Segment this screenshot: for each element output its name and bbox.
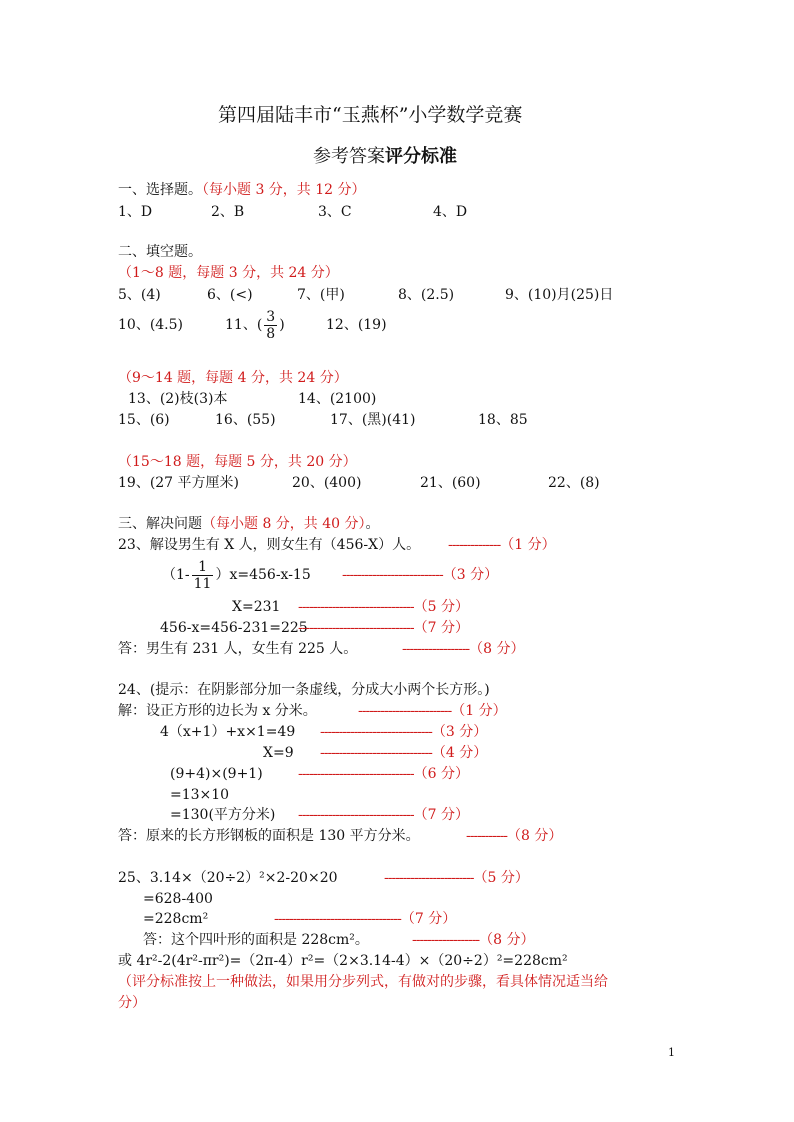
fraction-numerator: 1 (192, 559, 214, 576)
score-8pt: （8 分） (507, 828, 563, 844)
section2-score1: （1～8 题，每题 3 分，共 24 分） (118, 265, 339, 281)
dash-leader: ------------------------- (358, 703, 452, 719)
dash-leader: ------------------------------- (298, 620, 414, 636)
score-5pt: （5 分） (413, 599, 470, 615)
q25-alt-method: 或 4r²-2(4r²-πr²)=（2π-4）r²=（2×3.14-4）×（20÷2）²=228cm² (118, 953, 568, 969)
answer-7: 7、(甲) (297, 287, 345, 303)
dash-leader: --------------------------- (342, 567, 443, 583)
answer-21: 21、(60) (420, 475, 481, 491)
dash-leader: ------------------------------- (298, 599, 414, 615)
answer-11-prefix: 11、( (225, 317, 263, 333)
section1-heading (118, 181, 366, 199)
section3-score: （每小题 8 分，共 40 分） (202, 516, 366, 532)
q24-line1: 解：设正方形的边长为 x 分米。 (118, 703, 317, 719)
section3-title: 三、解决问题 (118, 516, 202, 532)
q24-line7-score (466, 827, 562, 845)
score-3pt: （3 分） (431, 724, 488, 740)
q25-line4: 答：这个四叶形的面积是 228cm²。 (143, 932, 369, 948)
dash-leader: -------------- (448, 537, 501, 553)
answer-11 (225, 305, 285, 345)
fraction-3-8 (264, 309, 277, 342)
score-3pt: （3 分） (442, 567, 499, 583)
answer-14: 14、(2100) (298, 391, 377, 407)
score-7pt: （7 分） (413, 807, 470, 823)
q23-line2 (162, 555, 311, 595)
score-4pt: （4 分） (431, 745, 488, 761)
score-5pt: （5 分） (473, 870, 529, 886)
q25-line3: =228cm² (143, 911, 209, 927)
q23-line2-suffix: ）x=456-x-15 (215, 567, 311, 583)
q25-line2: =628-400 (143, 891, 213, 907)
section1-title: 一、选择题。 (118, 182, 202, 198)
answer-10: 10、(4.5) (118, 317, 184, 333)
q24-line1-score (358, 702, 507, 720)
answer-13: 13、(2)枝(3)本 (128, 391, 228, 407)
section3-heading (118, 515, 380, 533)
answer-2: 2、B (211, 204, 245, 220)
dash-leader: ------------------------------ (320, 724, 432, 740)
dash-leader: ---------------------------------- (274, 911, 401, 927)
answer-3: 3、C (318, 204, 352, 220)
section2-score2: （9～14 题，每题 4 分，共 24 分） (118, 370, 348, 386)
q24-line2-score (320, 723, 487, 741)
subtitle-scoring: 评分标准 (385, 146, 457, 167)
q23-line1-score (448, 536, 556, 554)
dash-leader: ------------------ (402, 641, 470, 657)
q23-line2-prefix: （1- (162, 567, 190, 583)
q24-line5: =13×10 (170, 787, 230, 803)
dash-leader: ------------------------------ (320, 745, 432, 761)
scoring-note-line1: （评分标准按上一种做法，如果用分步列式，有做对的步骤，看具体情况适当给 (118, 974, 608, 990)
answer-20: 20、(400) (292, 475, 362, 491)
section2-score3: （15～18 题，每题 5 分，共 20 分） (118, 454, 357, 470)
page-number: 1 (668, 1046, 675, 1059)
score-8pt: （8 分） (469, 641, 525, 657)
document-title: 第四届陆丰市“玉燕杯”小学数学竞赛 (218, 104, 523, 126)
dash-leader: ------------------------ (384, 870, 474, 886)
q23-line1: 23、解设男生有 X 人，则女生有（456-X）人。 (118, 537, 421, 553)
fraction-1-11 (192, 559, 214, 592)
answer-15: 15、(6) (118, 412, 170, 428)
document-subtitle (313, 148, 457, 166)
score-1pt: （1 分） (500, 537, 556, 553)
q24-line6: =130(平方分米) (170, 807, 276, 823)
q25-line4-score (412, 931, 535, 949)
answer-9: 9、(10)月(25)日 (505, 287, 614, 303)
score-7pt: （7 分） (400, 911, 457, 927)
dash-leader: ------------------------------- (298, 807, 414, 823)
answer-4: 4、D (433, 204, 468, 220)
fraction-denominator: 8 (266, 325, 276, 342)
answer-16: 16、(55) (215, 412, 276, 428)
dash-leader: ----------- (466, 828, 508, 844)
q23-line4-score (298, 619, 469, 637)
answer-18: 18、85 (478, 412, 528, 428)
answer-12: 12、(19) (326, 317, 387, 333)
answer-11-suffix: ) (279, 317, 285, 333)
q23-line5-score (402, 640, 525, 658)
q24-line6-score (298, 806, 469, 824)
score-7pt: （7 分） (413, 620, 470, 636)
q25-line3-score (274, 910, 456, 928)
dash-leader: ------------------ (412, 932, 480, 948)
score-1pt: （1 分） (451, 703, 507, 719)
dash-leader: ------------------------------- (298, 766, 414, 782)
answer-5: 5、(4) (118, 287, 161, 303)
answer-8: 8、(2.5) (398, 287, 455, 303)
section3-period: 。 (365, 516, 380, 532)
answer-22: 22、(8) (548, 475, 600, 491)
q23-line5: 答：男生有 231 人，女生有 225 人。 (118, 641, 358, 657)
q24-line3-score (320, 744, 487, 762)
q24-line2: 4（x+1）+x×1=49 (160, 724, 296, 740)
q24-line7: 答：原来的长方形钢板的面积是 130 平方分米。 (118, 828, 420, 844)
fraction-numerator: 3 (266, 308, 276, 325)
q25-line1: 25、3.14×（20÷2）²×2-20×20 (118, 870, 338, 886)
q24-line4-score (298, 765, 469, 783)
answer-17: 17、(黑)(41) (330, 412, 416, 428)
q23-line4: 456-x=456-231=225 (160, 620, 308, 636)
score-6pt: （6 分） (413, 766, 470, 782)
score-8pt: （8 分） (479, 932, 535, 948)
q23-line2-score (342, 566, 498, 584)
q25-line1-score (384, 869, 529, 887)
section1-score: （每小题 3 分，共 12 分） (202, 182, 366, 198)
q23-line3-score (298, 598, 469, 616)
q24-hint: 24、(提示：在阴影部分加一条虚线，分成大小两个长方形。) (118, 682, 490, 698)
section2-heading: 二、填空题。 (118, 244, 202, 260)
fraction-denominator: 11 (193, 575, 212, 592)
q24-line4: (9+4)×(9+1) (170, 766, 263, 782)
answer-1: 1、D (118, 204, 153, 220)
scoring-note-line2: 分） (118, 995, 146, 1011)
subtitle-answer: 参考答案 (313, 146, 385, 167)
q24-line3: X=9 (263, 745, 294, 761)
answer-6: 6、(<) (207, 287, 253, 303)
q23-line3: X=231 (232, 599, 281, 615)
answer-19: 19、(27 平方厘米) (118, 475, 240, 491)
